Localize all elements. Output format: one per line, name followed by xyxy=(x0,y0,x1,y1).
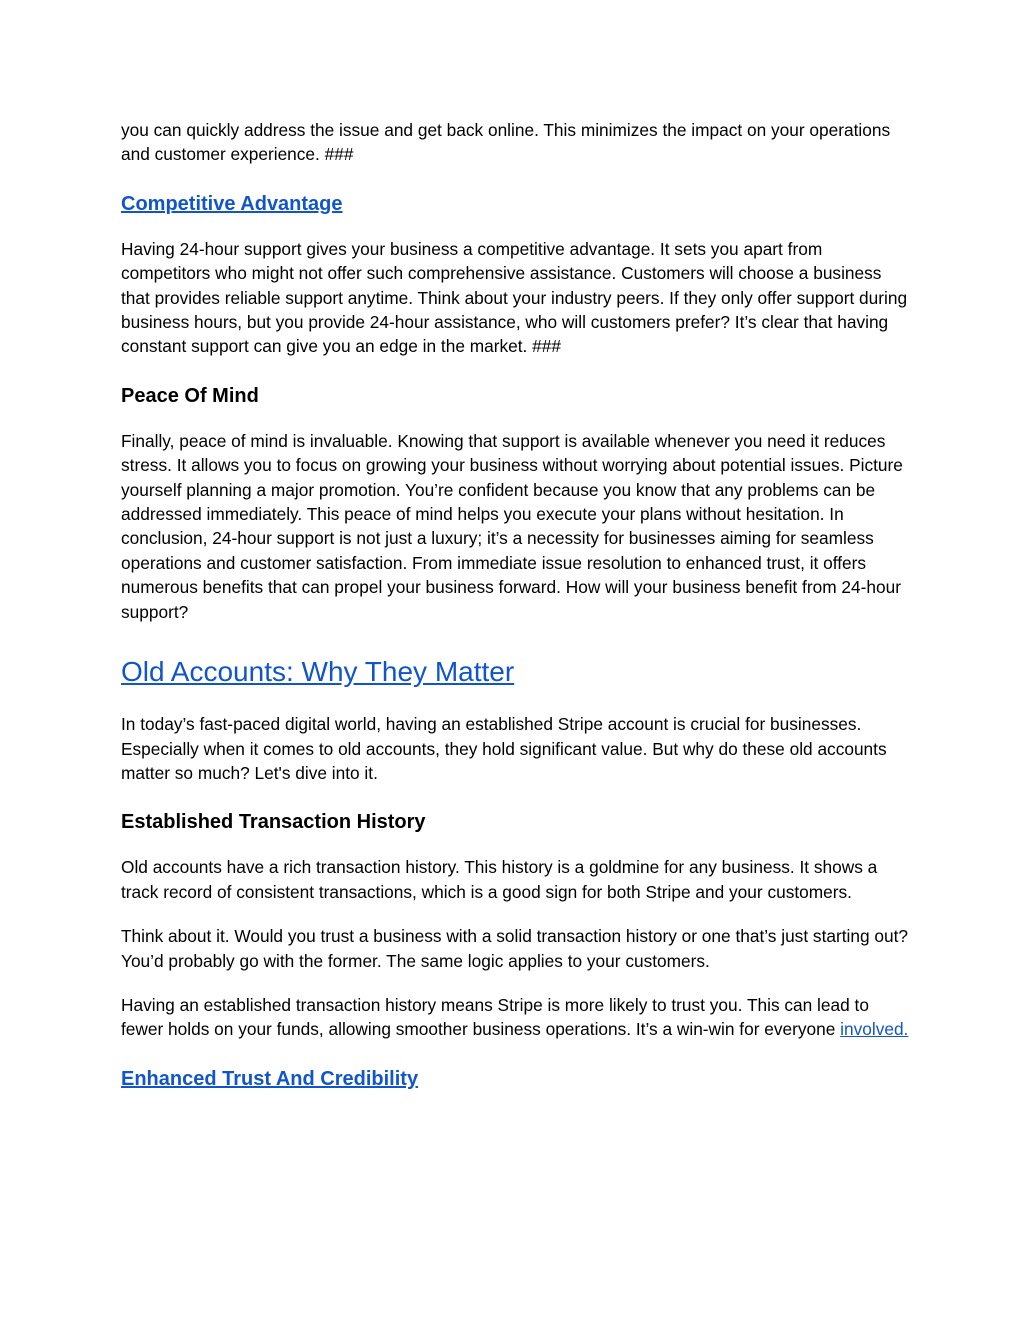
paragraph-transaction-history-3-text: Having an established transaction history means Stripe is more likely to trust you. This can lead to fewer holds on your funds, allowing smoother business operations. It’s a win-win for everyone xyxy=(121,994,869,1040)
paragraph-transaction-history-3 xyxy=(121,993,911,1042)
heading-competitive-advantage-link[interactable]: Competitive Advantage xyxy=(121,192,343,215)
paragraph-old-accounts: In today’s fast-paced digital world, having an established Stripe account is crucial for businesses. Especially when it comes to old accounts, they hold significant value. But why do these old accounts matter so much? Let's dive into it. xyxy=(121,714,887,783)
heading-old-accounts xyxy=(121,654,911,690)
involved-link[interactable]: involved. xyxy=(840,1019,909,1040)
paragraph-transaction-history-2: Think about it. Would you trust a business with a solid transaction history or one that’s just starting out? You’d probably go with the former. The same logic applies to your customers. xyxy=(121,926,909,971)
document-page xyxy=(121,118,911,1092)
heading-transaction-history: Established Transaction History xyxy=(121,811,426,834)
paragraph-peace-of-mind: Finally, peace of mind is invaluable. Knowing that support is available whenever you need it reduces stress. It allows you to focus on growing your business without worrying about potential issues. Picture yourself planning a major promotion. You’re confident because you know that any problems can be addressed immediately. This peace of mind helps you execute your plans without hesitation. In conclusion, 24-hour support is not just a luxury; it’s a necessity for businesses aiming for seamless operations and customer satisfaction. From immediate issue resolution to enhanced trust, it offers numerous benefits that can propel your business forward. How will your business benefit from 24-hour support? xyxy=(121,430,903,622)
heading-peace-of-mind: Peace Of Mind xyxy=(121,384,259,407)
intro-paragraph: you can quickly address the issue and get back online. This minimizes the impact on your operations and customer experience. ### xyxy=(121,120,891,165)
paragraph-competitive-advantage: Having 24-hour support gives your business a competitive advantage. It sets you apart from competitors who might not offer such comprehensive assistance. Customers will choose a business that provides reliable support anytime. Think about your industry peers. If they only offer support during business hours, but you provide 24-hour assistance, who will customers prefer? It’s clear that having constant support can give you an edge in the market. ### xyxy=(121,238,908,357)
heading-competitive-advantage xyxy=(121,191,911,217)
heading-old-accounts-link[interactable]: Old Accounts: Why They Matter xyxy=(121,656,515,688)
heading-trust-credibility xyxy=(121,1066,911,1092)
paragraph-transaction-history-1: Old accounts have a rich transaction history. This history is a goldmine for any business. It shows a track record of consistent transactions, which is a good sign for both Stripe and your customers. xyxy=(121,857,878,902)
heading-trust-credibility-link[interactable]: Enhanced Trust And Credibility xyxy=(121,1067,419,1090)
